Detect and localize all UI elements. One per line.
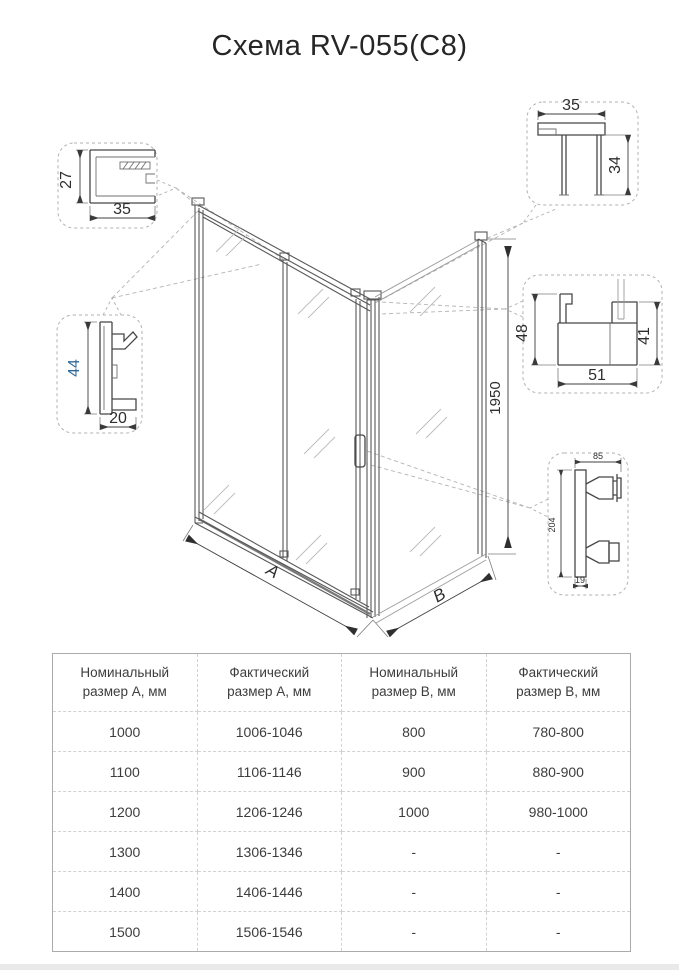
- table-cell: 1000: [53, 712, 198, 752]
- schematic-drawing: [0, 68, 679, 648]
- table-cell: 1406-1446: [197, 872, 342, 912]
- table-cell: 1300: [53, 832, 198, 872]
- handle-depth-label: 19: [574, 575, 586, 585]
- detail-bubble-top-profile: [58, 143, 157, 228]
- detail-bubble-side-top-profile: [527, 97, 638, 205]
- column-header: Фактический размер В, мм: [486, 654, 631, 712]
- table-row: [53, 792, 631, 832]
- bottom-rail-width-label: 51: [588, 367, 606, 384]
- table-cell: -: [486, 912, 631, 952]
- detail-bubble-wall-profile: [57, 315, 142, 433]
- table-cell: 880-900: [486, 752, 631, 792]
- side-top-profile-width-label: 35: [562, 97, 580, 114]
- table-cell: -: [486, 832, 631, 872]
- side-top-joint: [475, 232, 487, 240]
- table-cell: 1306-1346: [197, 832, 342, 872]
- overall-dimensions: [183, 239, 516, 637]
- top-profile-width-label: 35: [113, 201, 131, 218]
- table-row: [53, 912, 631, 952]
- wall-profile-height-label: 44: [66, 359, 83, 377]
- top-left-joint: [192, 198, 204, 205]
- side-top-profile-height-label: 34: [607, 156, 624, 174]
- height-dimension-label: 1950: [487, 381, 504, 415]
- top-profile-height-label: 27: [58, 171, 75, 189]
- door-right-stile: [356, 299, 360, 601]
- wall-profile-width-label: 20: [109, 410, 127, 427]
- table-cell: -: [342, 912, 487, 952]
- bottom-rail-left-height-label: 48: [514, 324, 531, 342]
- bottom-guide: [351, 589, 359, 595]
- table-cell: 1000: [342, 792, 487, 832]
- size-table: [52, 653, 631, 952]
- table-cell: 780-800: [486, 712, 631, 752]
- table-row: [53, 752, 631, 792]
- column-header: Фактический размер А, мм: [197, 654, 342, 712]
- table-row: [53, 832, 631, 872]
- page-title: Схема RV-055(C8): [211, 30, 468, 62]
- table-cell: -: [342, 872, 487, 912]
- table-row: [53, 872, 631, 912]
- table-cell: 1200: [53, 792, 198, 832]
- door-left-stile: [283, 260, 287, 561]
- table-cell: 1506-1546: [197, 912, 342, 952]
- table-cell: 980-1000: [486, 792, 631, 832]
- table-cell: 1006-1046: [197, 712, 342, 752]
- table-cell: -: [486, 872, 631, 912]
- table-cell: 1500: [53, 912, 198, 952]
- detail-bubble-bottom-rail-profile: [514, 275, 662, 393]
- table-cell: -: [342, 832, 487, 872]
- table-cell: 900: [342, 752, 487, 792]
- width-dimension-label: A: [263, 560, 283, 583]
- leader-lines: [103, 180, 556, 517]
- size-table-body: [53, 712, 631, 952]
- detail-bubble-handle: [547, 451, 628, 595]
- handle-length-label: 204: [547, 517, 557, 533]
- table-row: [53, 712, 631, 752]
- table-cell: 800: [342, 712, 487, 752]
- table-cell: 1400: [53, 872, 198, 912]
- main-enclosure-drawing: [192, 198, 487, 623]
- table-cell: 1100: [53, 752, 198, 792]
- column-header: Номинальный размер А, мм: [53, 654, 198, 712]
- bottom-strip: [0, 964, 679, 970]
- bottom-rail-right-height-label: 41: [636, 327, 653, 345]
- size-table-header-row: [53, 654, 631, 712]
- table-cell: 1106-1146: [197, 752, 342, 792]
- table-cell: 1206-1246: [197, 792, 342, 832]
- handle-width-label: 85: [592, 451, 604, 461]
- depth-dimension-label: B: [429, 584, 449, 607]
- column-header: Номинальный размер В, мм: [342, 654, 487, 712]
